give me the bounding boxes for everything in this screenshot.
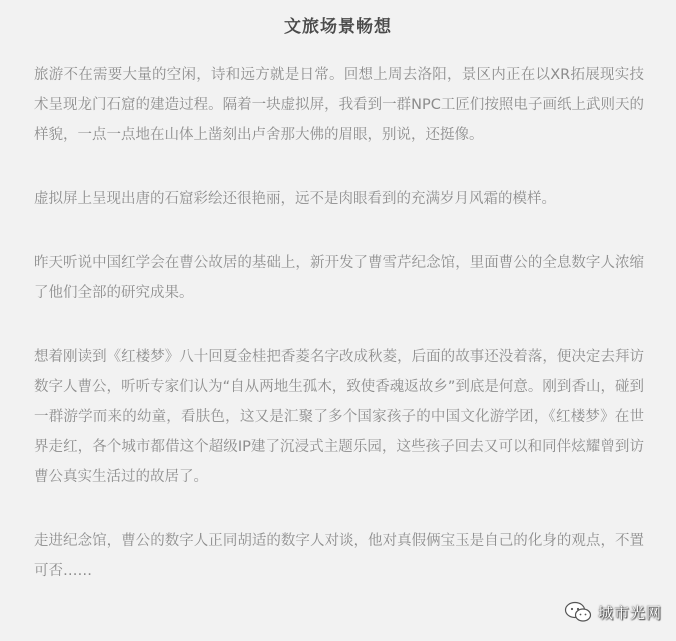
paragraph-4: 想着刚读到《红楼梦》八十回夏金桂把香菱名字改成秋菱，后面的故事还没着落，便决定去拜访数字人曹公，听听专家们认为“自从两地生孤木，致使香魂返故乡”到底是何意。刚到香山，碰到一群游学而来的幼童，看肤色，这又是汇聚了多个国家孩子的中国文化游学团，《红楼梦》在世界走红，各个城市都借这个超级IP建了沉浸式主题乐园，这些孩子回去又可以和同伴炫耀曾到访曹公真实生活过的故居了。 [34, 349, 644, 485]
paragraph-5: 走进纪念馆，曹公的数字人正同胡适的数字人对谈，他对真假俩宝玉是自己的化身的观点，不置可否…… [34, 533, 644, 579]
wechat-icon [564, 601, 592, 623]
watermark [564, 601, 662, 623]
paragraph-1: 旅游不在需要大量的空闲，诗和远方就是日常。回想上周去洛阳，景区内正在以XR拓展现实技术呈现龙门石窟的建造过程。隔着一块虚拟屏，我看到一群NPC工匠们按照电子画纸上武则天的样貌，一点一点地在山体上凿刻出卢舍那大佛的眉眼，别说，还挺像。 [34, 67, 644, 143]
watermark-text: 城市光网 [597, 603, 662, 622]
article-title: 文旅场景畅想 [284, 17, 392, 37]
article-body [34, 60, 644, 620]
paragraph-3: 昨天听说中国红学会在曹公故居的基础上，新开发了曹雪芹纪念馆，里面曹公的全息数字人浓缩了他们全部的研究成果。 [34, 255, 644, 301]
paragraph-2: 虚拟屏上呈现出唐的石窟彩绘还很艳丽，远不是肉眼看到的充满岁月风霜的模样。 [34, 191, 556, 207]
